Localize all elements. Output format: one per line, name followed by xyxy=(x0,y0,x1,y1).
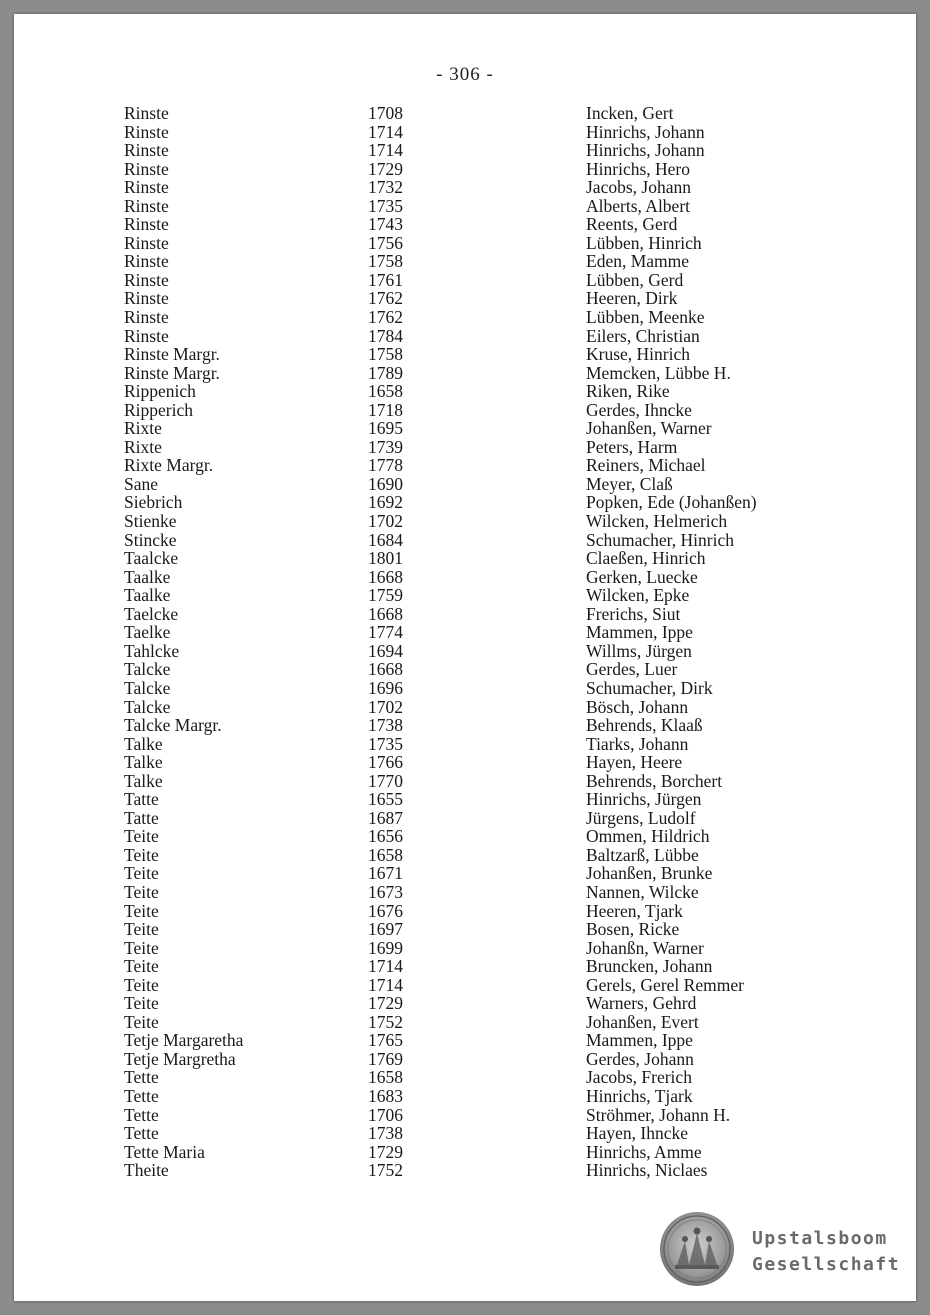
first-name-cell: Stincke xyxy=(124,529,177,550)
spouse-name-cell: Gerels, Gerel Remmer xyxy=(586,974,744,995)
spouse-name-cell: Behrends, Borchert xyxy=(586,770,723,791)
spouse-name-cell: Reiners, Michael xyxy=(586,455,706,476)
spouse-name-cell: Claeßen, Hinrich xyxy=(586,548,706,569)
table-row xyxy=(124,1124,824,1143)
first-name-cell: Talke xyxy=(124,752,163,773)
table-row xyxy=(124,1087,824,1106)
year-cell: 1714 xyxy=(368,140,403,161)
year-cell: 1696 xyxy=(368,677,403,698)
first-name-cell: Teite xyxy=(124,937,159,958)
table-row xyxy=(124,549,824,568)
table-row xyxy=(124,827,824,846)
first-name-cell: Tette xyxy=(124,1123,159,1144)
year-cell: 1699 xyxy=(368,937,403,958)
table-row xyxy=(124,475,824,494)
year-cell: 1756 xyxy=(368,232,403,253)
spouse-name-cell: Bösch, Johann xyxy=(586,696,689,717)
first-name-cell: Tette xyxy=(124,1085,159,1106)
spouse-name-cell: Johanßen, Evert xyxy=(586,1011,699,1032)
spouse-name-cell: Hinrichs, Hero xyxy=(586,158,691,179)
spouse-name-cell: Kruse, Hinrich xyxy=(586,344,691,365)
spouse-name-cell: Gerdes, Luer xyxy=(586,659,678,680)
table-row xyxy=(124,1143,824,1162)
spouse-name-cell: Jürgens, Ludolf xyxy=(586,807,696,828)
year-cell: 1668 xyxy=(368,603,403,624)
table-row xyxy=(124,883,824,902)
table-row xyxy=(124,790,824,809)
spouse-name-cell: Jacobs, Johann xyxy=(586,177,691,198)
table-row xyxy=(124,994,824,1013)
year-cell: 1658 xyxy=(368,381,403,402)
year-cell: 1729 xyxy=(368,158,403,179)
year-cell: 1769 xyxy=(368,1048,403,1069)
first-name-cell: Tatte xyxy=(124,807,159,828)
table-row xyxy=(124,419,824,438)
spouse-name-cell: Popken, Ede (Johanßen) xyxy=(586,492,757,513)
first-name-cell: Teite xyxy=(124,863,159,884)
spouse-name-cell: Willms, Jürgen xyxy=(586,640,692,661)
spouse-name-cell: Lübben, Meenke xyxy=(586,307,705,328)
page-number: - 306 - xyxy=(436,64,494,85)
year-cell: 1735 xyxy=(368,733,403,754)
spouse-name-cell: Hinrichs, Johann xyxy=(586,140,705,161)
table-row xyxy=(124,1106,824,1125)
spouse-name-cell: Heeren, Dirk xyxy=(586,288,678,309)
year-cell: 1684 xyxy=(368,529,403,550)
table-row xyxy=(124,957,824,976)
year-cell: 1738 xyxy=(368,715,403,736)
table-row xyxy=(124,1050,824,1069)
year-cell: 1668 xyxy=(368,566,403,587)
spouse-name-cell: Peters, Harm xyxy=(586,436,678,457)
first-name-cell: Rinste xyxy=(124,232,169,253)
spouse-name-cell: Warners, Gehrd xyxy=(586,993,697,1014)
spouse-name-cell: Wilcken, Epke xyxy=(586,585,690,606)
table-row xyxy=(124,772,824,791)
spouse-name-cell: Bosen, Ricke xyxy=(586,919,680,940)
year-cell: 1708 xyxy=(368,103,403,123)
first-name-cell: Rinste xyxy=(124,269,169,290)
year-cell: 1752 xyxy=(368,1011,403,1032)
table-row xyxy=(124,920,824,939)
first-name-cell: Rinste xyxy=(124,121,169,142)
spouse-name-cell: Eden, Mamme xyxy=(586,251,690,272)
first-name-cell: Rinste xyxy=(124,140,169,161)
spouse-name-cell: Lübben, Gerd xyxy=(586,269,684,290)
spouse-name-cell: Riken, Rike xyxy=(586,381,670,402)
spouse-name-cell: Johanßen, Brunke xyxy=(586,863,713,884)
table-row xyxy=(124,660,824,679)
year-cell: 1694 xyxy=(368,640,403,661)
table-row xyxy=(124,252,824,271)
brand-line-1: Upstalsboom xyxy=(752,1228,888,1249)
first-name-cell: Taelke xyxy=(124,622,171,643)
table-row xyxy=(124,568,824,587)
year-cell: 1729 xyxy=(368,993,403,1014)
first-name-cell: Teite xyxy=(124,919,159,940)
publisher-logo-text xyxy=(752,1226,912,1278)
year-cell: 1683 xyxy=(368,1085,403,1106)
first-name-cell: Tette Maria xyxy=(124,1141,205,1162)
first-name-cell: Teite xyxy=(124,956,159,977)
register-table xyxy=(124,104,824,1180)
first-name-cell: Talke xyxy=(124,770,163,791)
spouse-name-cell: Hayen, Ihncke xyxy=(586,1123,689,1144)
year-cell: 1770 xyxy=(368,770,403,791)
table-row xyxy=(124,178,824,197)
year-cell: 1789 xyxy=(368,362,403,383)
year-cell: 1735 xyxy=(368,195,403,216)
table-row xyxy=(124,623,824,642)
first-name-cell: Talcke Margr. xyxy=(124,715,222,736)
year-cell: 1687 xyxy=(368,807,403,828)
spouse-name-cell: Jacobs, Frerich xyxy=(586,1067,692,1088)
spouse-name-cell: Ströhmer, Johann H. xyxy=(586,1104,731,1125)
year-cell: 1762 xyxy=(368,288,403,309)
spouse-name-cell: Eilers, Christian xyxy=(586,325,700,346)
table-row xyxy=(124,327,824,346)
spouse-name-cell: Johanßen, Warner xyxy=(586,418,712,439)
year-cell: 1702 xyxy=(368,696,403,717)
table-row xyxy=(124,642,824,661)
year-cell: 1676 xyxy=(368,900,403,921)
year-cell: 1801 xyxy=(368,548,403,569)
spouse-name-cell: Hinrichs, Johann xyxy=(586,121,705,142)
first-name-cell: Siebrich xyxy=(124,492,183,513)
table-row xyxy=(124,939,824,958)
year-cell: 1714 xyxy=(368,121,403,142)
first-name-cell: Rinste xyxy=(124,251,169,272)
year-cell: 1739 xyxy=(368,436,403,457)
table-row xyxy=(124,104,824,123)
spouse-name-cell: Bruncken, Johann xyxy=(586,956,713,977)
table-row xyxy=(124,976,824,995)
first-name-cell: Taelcke xyxy=(124,603,179,624)
table-row xyxy=(124,605,824,624)
year-cell: 1656 xyxy=(368,826,403,847)
first-name-cell: Teite xyxy=(124,844,159,865)
year-cell: 1714 xyxy=(368,974,403,995)
spouse-name-cell: Alberts, Albert xyxy=(586,195,691,216)
first-name-cell: Teite xyxy=(124,1011,159,1032)
table-row xyxy=(124,864,824,883)
spouse-name-cell: Nannen, Wilcke xyxy=(586,881,699,902)
spouse-name-cell: Baltzarß, Lübbe xyxy=(586,844,699,865)
first-name-cell: Rinste xyxy=(124,307,169,328)
upstalsboom-seal-icon xyxy=(659,1211,735,1287)
first-name-cell: Tahlcke xyxy=(124,640,180,661)
spouse-name-cell: Hinrichs, Amme xyxy=(586,1141,702,1162)
spouse-name-cell: Hayen, Heere xyxy=(586,752,683,773)
spouse-name-cell: Gerdes, Ihncke xyxy=(586,399,692,420)
year-cell: 1729 xyxy=(368,1141,403,1162)
first-name-cell: Stienke xyxy=(124,511,177,532)
year-cell: 1655 xyxy=(368,789,403,810)
year-cell: 1697 xyxy=(368,919,403,940)
year-cell: 1692 xyxy=(368,492,403,513)
year-cell: 1762 xyxy=(368,307,403,328)
table-row xyxy=(124,308,824,327)
first-name-cell: Teite xyxy=(124,900,159,921)
first-name-cell: Tette xyxy=(124,1067,159,1088)
table-row xyxy=(124,123,824,142)
first-name-cell: Rinste xyxy=(124,325,169,346)
first-name-cell: Rinste xyxy=(124,177,169,198)
spouse-name-cell: Gerken, Luecke xyxy=(586,566,698,587)
spouse-name-cell: Johanßn, Warner xyxy=(586,937,704,958)
year-cell: 1718 xyxy=(368,399,403,420)
spouse-name-cell: Mammen, Ippe xyxy=(586,1030,693,1051)
first-name-cell: Talke xyxy=(124,733,163,754)
table-row xyxy=(124,531,824,550)
table-row xyxy=(124,271,824,290)
first-name-cell: Sane xyxy=(124,473,159,494)
table-row xyxy=(124,364,824,383)
year-cell: 1702 xyxy=(368,511,403,532)
year-cell: 1732 xyxy=(368,177,403,198)
spouse-name-cell: Hinrichs, Niclaes xyxy=(586,1160,708,1181)
year-cell: 1673 xyxy=(368,881,403,902)
table-row xyxy=(124,345,824,364)
table-row xyxy=(124,160,824,179)
first-name-cell: Talcke xyxy=(124,659,171,680)
table-row xyxy=(124,401,824,420)
year-cell: 1714 xyxy=(368,956,403,977)
year-cell: 1778 xyxy=(368,455,403,476)
first-name-cell: Rippenich xyxy=(124,381,196,402)
first-name-cell: Taalcke xyxy=(124,548,179,569)
year-cell: 1774 xyxy=(368,622,403,643)
table-row xyxy=(124,679,824,698)
first-name-cell: Rinste xyxy=(124,214,169,235)
spouse-name-cell: Memcken, Lübbe H. xyxy=(586,362,731,383)
spouse-name-cell: Behrends, Klaaß xyxy=(586,715,703,736)
first-name-cell: Tette xyxy=(124,1104,159,1125)
year-cell: 1752 xyxy=(368,1160,403,1181)
year-cell: 1765 xyxy=(368,1030,403,1051)
spouse-name-cell: Ommen, Hildrich xyxy=(586,826,710,847)
spouse-name-cell: Hinrichs, Tjark xyxy=(586,1085,693,1106)
year-cell: 1761 xyxy=(368,269,403,290)
year-cell: 1695 xyxy=(368,418,403,439)
table-row xyxy=(124,382,824,401)
table-row xyxy=(124,141,824,160)
year-cell: 1658 xyxy=(368,1067,403,1088)
first-name-cell: Teite xyxy=(124,881,159,902)
table-row xyxy=(124,1161,824,1180)
year-cell: 1784 xyxy=(368,325,403,346)
table-row xyxy=(124,902,824,921)
first-name-cell: Tetje Margaretha xyxy=(124,1030,244,1051)
year-cell: 1738 xyxy=(368,1123,403,1144)
first-name-cell: Rinste Margr. xyxy=(124,344,220,365)
spouse-name-cell: Reents, Gerd xyxy=(586,214,678,235)
table-row xyxy=(124,698,824,717)
spouse-name-cell: Schumacher, Dirk xyxy=(586,677,713,698)
year-cell: 1706 xyxy=(368,1104,403,1125)
table-row xyxy=(124,809,824,828)
spouse-name-cell: Lübben, Hinrich xyxy=(586,232,702,253)
brand-line-2: Gesellschaft xyxy=(752,1254,901,1275)
spouse-name-cell: Frerichs, Siut xyxy=(586,603,681,624)
year-cell: 1668 xyxy=(368,659,403,680)
first-name-cell: Rinste Margr. xyxy=(124,362,220,383)
first-name-cell: Rixte xyxy=(124,436,162,457)
spouse-name-cell: Meyer, Claß xyxy=(586,473,673,494)
first-name-cell: Rinste xyxy=(124,158,169,179)
table-row xyxy=(124,197,824,216)
first-name-cell: Taalke xyxy=(124,566,171,587)
first-name-cell: Teite xyxy=(124,993,159,1014)
table-row xyxy=(124,512,824,531)
year-cell: 1690 xyxy=(368,473,403,494)
spouse-name-cell: Gerdes, Johann xyxy=(586,1048,694,1069)
table-row xyxy=(124,289,824,308)
table-row xyxy=(124,493,824,512)
spouse-name-cell: Tiarks, Johann xyxy=(586,733,689,754)
first-name-cell: Talcke xyxy=(124,677,171,698)
table-row xyxy=(124,456,824,475)
first-name-cell: Tetje Margretha xyxy=(124,1048,236,1069)
first-name-cell: Rinste xyxy=(124,103,169,123)
year-cell: 1658 xyxy=(368,844,403,865)
first-name-cell: Rinste xyxy=(124,288,169,309)
spouse-name-cell: Mammen, Ippe xyxy=(586,622,693,643)
first-name-cell: Rinste xyxy=(124,195,169,216)
first-name-cell: Teite xyxy=(124,974,159,995)
first-name-cell: Tatte xyxy=(124,789,159,810)
spouse-name-cell: Schumacher, Hinrich xyxy=(586,529,734,550)
year-cell: 1759 xyxy=(368,585,403,606)
table-row xyxy=(124,234,824,253)
table-row xyxy=(124,1031,824,1050)
table-row xyxy=(124,1013,824,1032)
first-name-cell: Taalke xyxy=(124,585,171,606)
table-row xyxy=(124,753,824,772)
spouse-name-cell: Heeren, Tjark xyxy=(586,900,683,921)
table-row xyxy=(124,716,824,735)
first-name-cell: Ripperich xyxy=(124,399,194,420)
table-row xyxy=(124,586,824,605)
first-name-cell: Rixte xyxy=(124,418,162,439)
year-cell: 1766 xyxy=(368,752,403,773)
year-cell: 1743 xyxy=(368,214,403,235)
year-cell: 1671 xyxy=(368,863,403,884)
spouse-name-cell: Hinrichs, Jürgen xyxy=(586,789,702,810)
table-row xyxy=(124,438,824,457)
table-row xyxy=(124,735,824,754)
table-row xyxy=(124,846,824,865)
first-name-cell: Talcke xyxy=(124,696,171,717)
first-name-cell: Rixte Margr. xyxy=(124,455,214,476)
table-row xyxy=(124,1068,824,1087)
first-name-cell: Theite xyxy=(124,1160,169,1181)
year-cell: 1758 xyxy=(368,344,403,365)
spouse-name-cell: Wilcken, Helmerich xyxy=(586,511,728,532)
first-name-cell: Teite xyxy=(124,826,159,847)
year-cell: 1758 xyxy=(368,251,403,272)
table-row xyxy=(124,215,824,234)
spouse-name-cell: Incken, Gert xyxy=(586,103,674,123)
